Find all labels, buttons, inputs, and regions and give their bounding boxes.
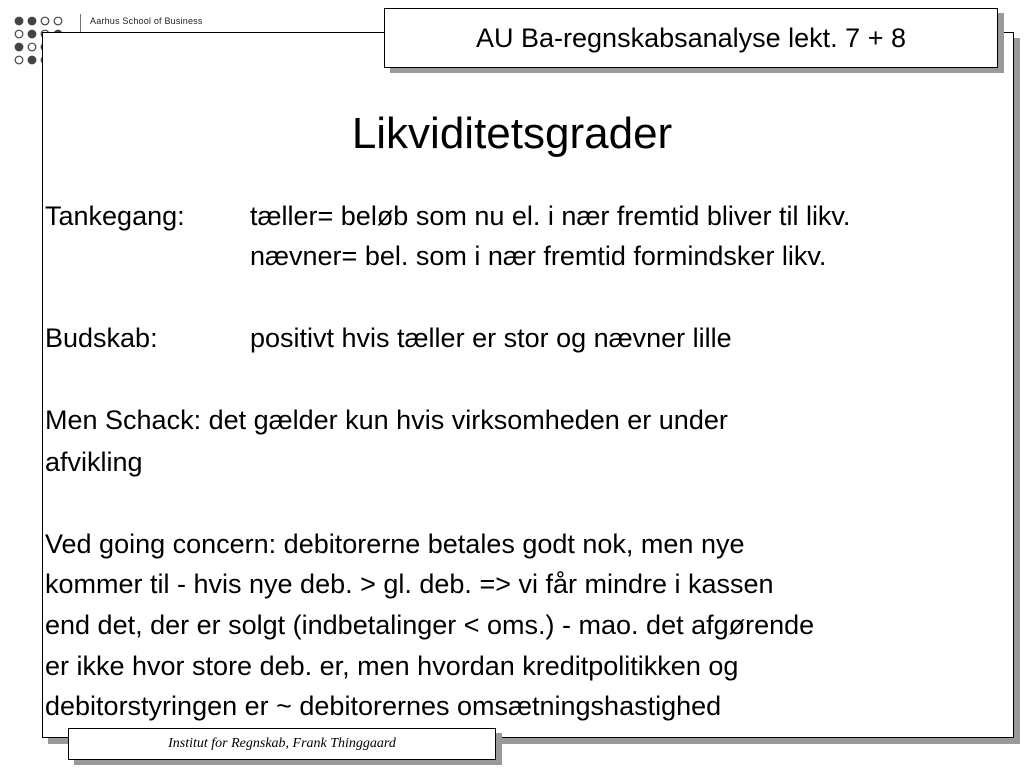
schack-line-2: afvikling xyxy=(45,447,143,477)
going-concern-line-3: end det, der er solgt (indbetalinger < oms.) - mao. det afgørende xyxy=(45,610,815,640)
going-concern-line-5: debitorstyringen er ~ debitorernes omsætningshastighed xyxy=(45,691,722,721)
schack-line-1: Men Schack: det gælder kun hvis virksomheden er under xyxy=(45,405,728,435)
going-concern-line-4: er ikke hvor store deb. er, men hvordan kreditpolitikken og xyxy=(45,651,739,681)
course-title: AU Ba-regnskabsanalyse lekt. 7 + 8 xyxy=(384,8,998,68)
tankegang-label: Tankegang: xyxy=(45,201,185,231)
going-concern-line-1: Ved going concern: debitorerne betales godt nok, men nye xyxy=(45,529,745,559)
budskab-label: Budskab: xyxy=(45,323,158,353)
going-concern-line-2: kommer til - hvis nye deb. > gl. deb. => vi får mindre i kassen xyxy=(45,569,774,599)
footer-institute: Institut for Regnskab, Frank Thinggaard xyxy=(68,728,496,760)
slide-heading: Likviditetsgrader xyxy=(351,109,673,158)
logo-school-name: Aarhus School of Business xyxy=(90,16,203,26)
budskab-text: positivt hvis tæller er stor og nævner lille xyxy=(250,323,732,353)
tankegang-line-1: tæller= beløb som nu el. i nær fremtid bliver til likv. xyxy=(250,201,851,231)
tankegang-line-2: nævner= bel. som i nær fremtid formindsker likv. xyxy=(250,241,827,271)
